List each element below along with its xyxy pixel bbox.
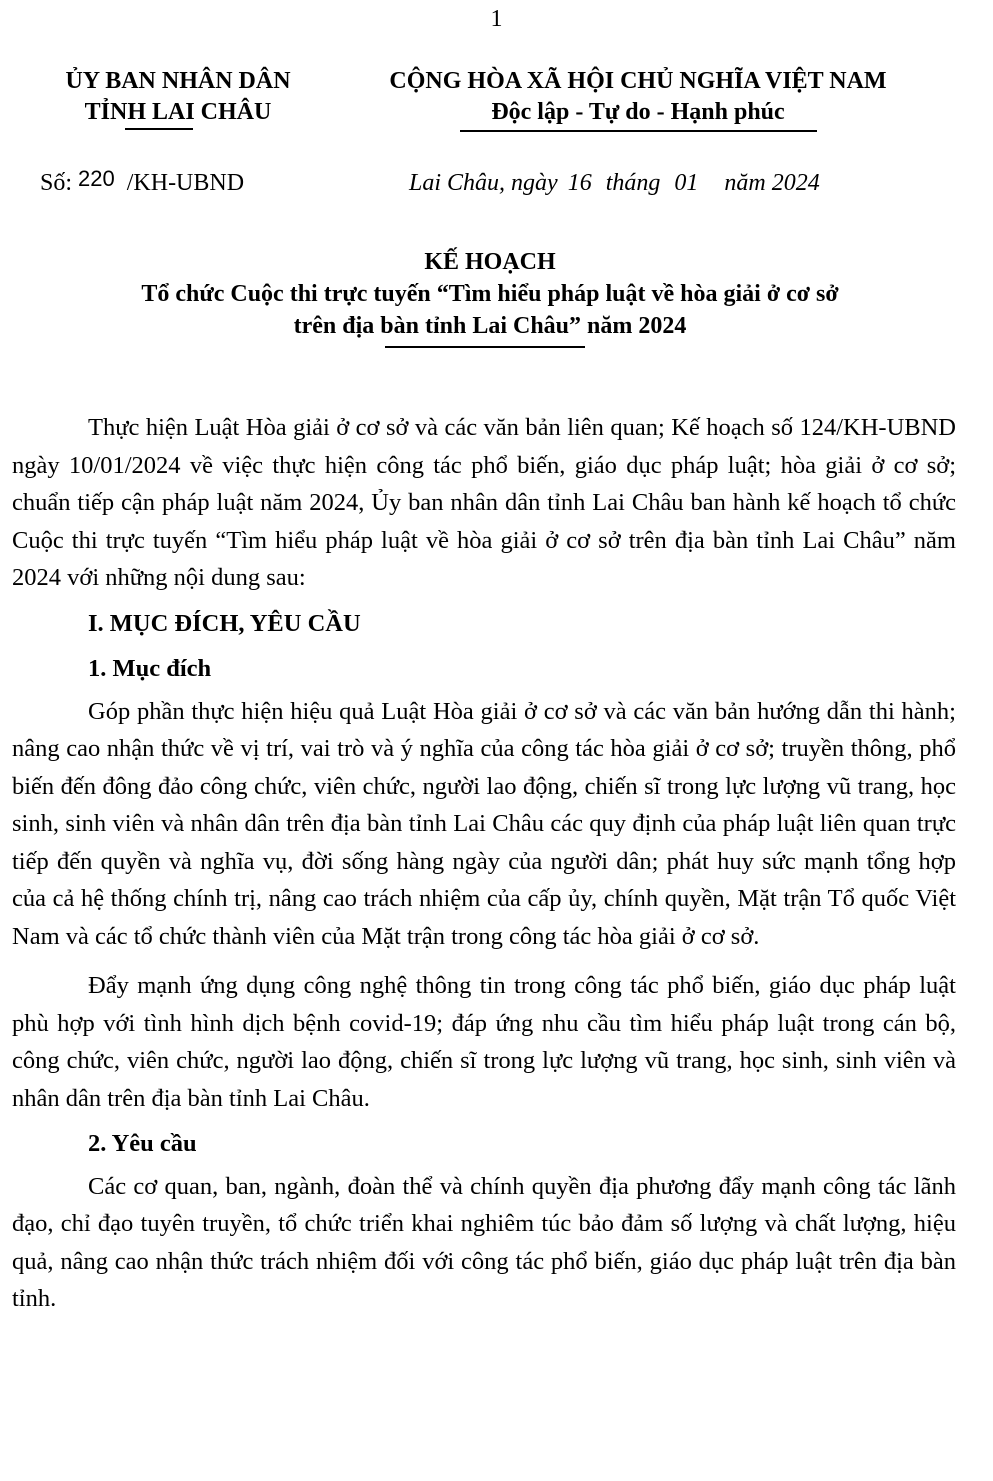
intro-paragraph: Thực hiện Luật Hòa giải ở cơ sở và các văn bản liên quan; Kế hoạch số 124/KH-UBND ngày 10/01/2024 về việc thực hiện công tác phổ biến, giáo dục pháp luật; hòa giải ở cơ sở; chuẩn tiếp cận pháp luật năm 2024, Ủy ban nhân dân tỉnh Lai Châu ban hành kế hoạch tổ chức Cuộc thi trực tuyến “Tìm hiểu pháp luật về hòa giải ở cơ sở trên địa bàn tỉnh Lai Châu” năm 2024 với những nội dung sau: bbox=[12, 414, 956, 591]
authority-line-2: TỈNH LAI CHÂU bbox=[84, 99, 272, 125]
page-number: 1 bbox=[490, 6, 503, 32]
date-month-label: tháng bbox=[605, 170, 661, 196]
issuing-authority bbox=[18, 66, 338, 128]
date-day: 16 bbox=[567, 170, 592, 196]
issue-date bbox=[409, 170, 820, 197]
title-main: KẾ HOẠCH bbox=[424, 249, 556, 275]
number-value: 220 bbox=[78, 166, 115, 191]
purpose-paragraph-2: Đẩy mạnh ứng dụng công nghệ thông tin trong công tác phổ biến, giáo dục pháp luật phù hợp với tình hình dịch bệnh covid-19; đáp ứng nhu cầu tìm hiểu pháp luật trong cán bộ, công chức, viên chức, người lao động, chiến sĩ trong lực lượng vũ trang, học sinh, sinh viên và nhân dân trên địa bàn tỉnh Lai Châu. bbox=[12, 972, 956, 1112]
authority-line-1: ỦY BAN NHÂN DÂN bbox=[65, 68, 291, 94]
subsection-heading-purpose: 1. Mục đích bbox=[88, 655, 212, 682]
country-name: CỘNG HÒA XÃ HỘI CHỦ NGHĨA VIỆT NAM bbox=[389, 68, 887, 94]
date-year: năm 2024 bbox=[724, 170, 820, 196]
title-line-2: trên địa bàn tỉnh Lai Châu” năm 2024 bbox=[293, 313, 687, 339]
requirements-paragraph: Các cơ quan, ban, ngành, đoàn thể và chính quyền địa phương đẩy mạnh công tác lãnh đạo, chỉ đạo tuyên truyền, tổ chức triển khai nghiêm túc bảo đảm số lượng và chất lượng, hiệu quả, nâng cao nhận thức trách nhiệm đối với công tác phổ biến, giáo dục pháp luật trên địa bàn tỉnh. bbox=[12, 1172, 956, 1312]
national-motto bbox=[348, 66, 928, 128]
document-title bbox=[0, 246, 980, 342]
authority-underline bbox=[125, 128, 193, 130]
number-prefix: Số: bbox=[40, 170, 73, 196]
purpose-paragraph-1: Góp phần thực hiện hiệu quả Luật Hòa giải ở cơ sở và các văn bản hướng dẫn thi hành; nâng cao nhận thức về vị trí, vai trò và ý nghĩa của công tác hòa giải ở cơ sở; truyền thông, phổ biến đến đông đảo công chức, viên chức, người lao động, chiến sĩ trong lực lượng vũ trang, học sinh, sinh viên và nhân dân trên địa bàn tỉnh Lai Châu các quy định của pháp luật liên quan trực tiếp đến quyền và nghĩa vụ, đời sống hàng ngày của người dân; phát huy sức mạnh tổng hợp của cả hệ thống chính trị, nâng cao trách nhiệm của cấp ủy, chính quyền, Mặt trận Tổ quốc Việt Nam và các tổ chức thành viên của Mặt trận trong công tác hòa giải ở cơ sở. bbox=[12, 697, 956, 950]
document-body bbox=[12, 409, 956, 1318]
date-place: Lai Châu, ngày bbox=[409, 170, 558, 196]
date-month: 01 bbox=[674, 170, 699, 196]
document-number bbox=[40, 166, 245, 197]
subsection-heading-requirements: 2. Yêu cầu bbox=[88, 1130, 197, 1157]
title-line-1: Tổ chức Cuộc thi trực tuyến “Tìm hiểu pháp luật về hòa giải ở cơ sở bbox=[141, 281, 839, 307]
title-underline bbox=[385, 346, 585, 348]
section-heading-1: I. MỤC ĐÍCH, YÊU CẦU bbox=[88, 609, 361, 637]
motto-line: Độc lập - Tự do - Hạnh phúc bbox=[491, 99, 785, 125]
number-suffix: /KH-UBND bbox=[126, 170, 245, 196]
motto-underline bbox=[460, 130, 817, 132]
